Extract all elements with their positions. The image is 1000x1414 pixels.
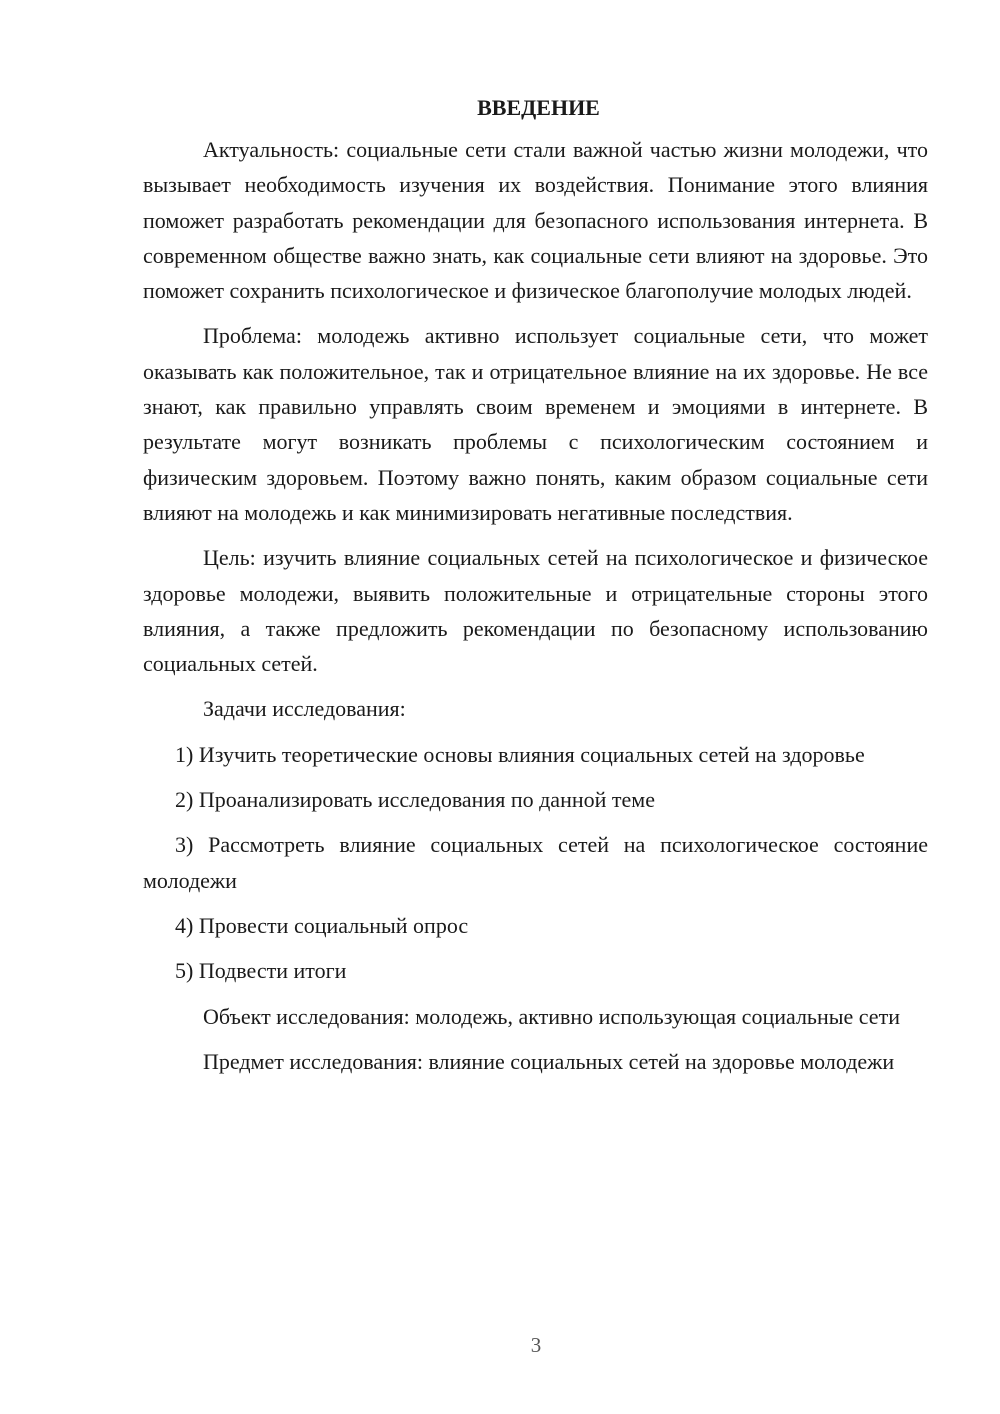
- paragraph-relevance: Актуальность: социальные сети стали важной частью жизни молодежи, что вызывает необходимость изучения их воздействия. Понимание этого влияния поможет разработать рекомендации для безопасного использования интернета. В современном обществе важно знать, как социальные сети влияют на здоровье. Это поможет сохранить психологическое и физическое благополучие молодых людей.: [143, 137, 928, 304]
- paragraph-goal: Цель: изучить влияние социальных сетей на психологическое и физическое здоровье молодежи, выявить положительные и отрицательные стороны этого влияния, а также предложить рекомендации по безопасному использованию социальных сетей.: [143, 545, 928, 677]
- page-number: 3: [530, 1333, 542, 1357]
- paragraph-tasks-heading: Задачи исследования:: [203, 696, 406, 722]
- page-content: [143, 90, 928, 1079]
- paragraph-object: Объект исследования: молодежь, активно использующая социальные сети: [203, 1003, 900, 1029]
- paragraph-subject: Предмет исследования: влияние социальных сетей на здоровье молодежи: [203, 1048, 895, 1074]
- task-item-5: 5) Подвести итоги: [175, 958, 347, 984]
- task-item-1: 1) Изучить теоретические основы влияния социальных сетей на здоровье: [175, 741, 865, 767]
- section-title: ВВЕДЕНИЕ: [477, 95, 600, 120]
- paragraph-problem: Проблема: молодежь активно использует социальные сети, что может оказывать как положительное, так и отрицательное влияние на их здоровье. Не все знают, как правильно управлять своим временем и эмоциями в интернете. В результате могут возникать проблемы с психологическим состоянием и физическим здоровьем. Поэтому важно понять, каким образом социальные сети влияют на молодежь и как минимизировать негативные последствия.: [143, 323, 928, 525]
- task-item-4: 4) Провести социальный опрос: [175, 912, 469, 938]
- task-item-3: 3) Рассмотреть влияние социальных сетей на психологическое состояние молодежи: [143, 832, 928, 893]
- task-item-2: 2) Проанализировать исследования по данной теме: [175, 787, 655, 813]
